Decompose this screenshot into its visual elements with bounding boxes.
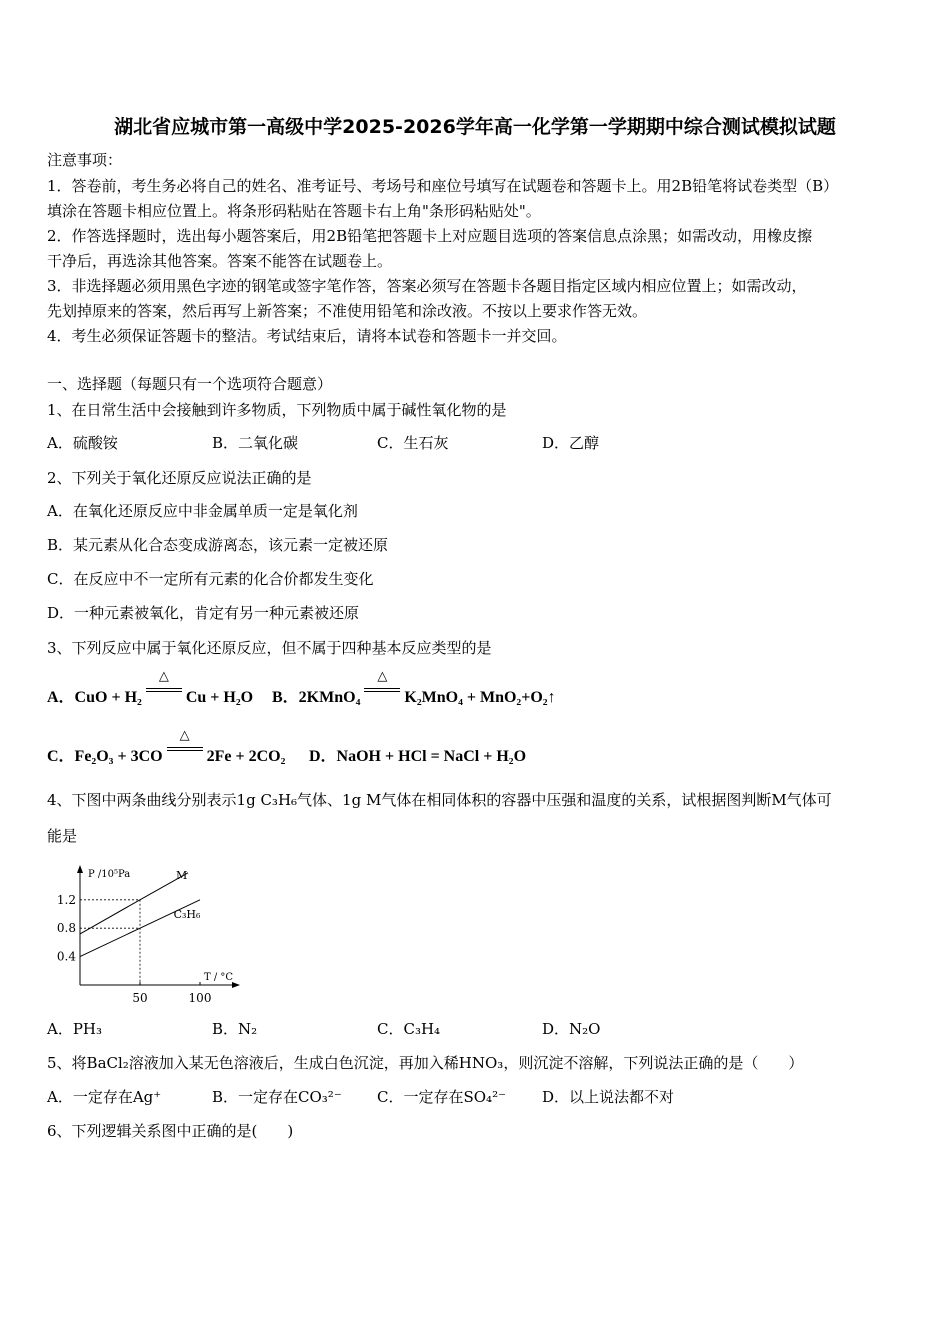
q6-stem: 6、下列逻辑关系图中正确的是( ) [47, 1122, 294, 1140]
pressure-temperature-graph [40, 855, 260, 1015]
y-axis-label: P /10⁵Pa [88, 869, 131, 880]
heat-condition [146, 668, 182, 698]
q2-option-a: A．在氧化还原反应中非金属单质一定是氧化剂 [47, 502, 358, 520]
notice-line: 1．答卷前，考生务必将自己的姓名、准考证号、考场号和座位号填写在试题卷和答题卡上。用2B铅笔将试卷类型（B） [47, 177, 839, 195]
series-label: C₃H₆ [173, 908, 201, 921]
q5-option-b: B．一定存在CO₃²⁻ [212, 1088, 342, 1106]
q2-option-b: B．某元素从化合态变成游离态，该元素一定被还原 [47, 536, 389, 554]
x-axis-label: T / °C [204, 972, 234, 983]
q4-stem-cont: 能是 [47, 827, 78, 845]
notice-line: 2．作答选择题时，选出每小题答案后，用2B铅笔把答题卡上对应题目选项的答案信息点涂黑；如需改动，用橡皮擦 [47, 227, 813, 245]
equation-right: 2Fe + 2CO₂ [206, 748, 286, 765]
q2-option-d: D．一种元素被氧化，肯定有另一种元素被还原 [47, 604, 360, 622]
y-tick-label: 0.4 [56, 949, 76, 964]
delta-symbol: △ [179, 727, 190, 742]
series-line-m [80, 873, 188, 934]
page-title: 湖北省应城市第一高级中学2025-2026学年高一化学第一学期期中综合测试模拟试题 [114, 116, 836, 138]
equation-left: C．Fe₂O₃ + 3CO [47, 748, 163, 765]
section-heading: 一、选择题（每题只有一个选项符合题意） [47, 375, 333, 393]
q5-option-a: A．一定存在Ag⁺ [47, 1088, 162, 1106]
equation-right: K₂MnO₄ + MnO₂+O₂↑ [404, 689, 556, 706]
heat-condition [167, 727, 203, 757]
delta-symbol: △ [377, 668, 388, 683]
q3-option-d: D．NaOH + HCl = NaCl + H₂O [309, 748, 527, 765]
notice-line: 4．考生必须保证答题卡的整洁。考试结束后，请将本试卷和答题卡一并交回。 [47, 327, 567, 345]
q4-stem: 4、下图中两条曲线分别表示1g C₃H₆气体、1g M气体在相同体积的容器中压强和温度的关系，试根据图判断M气体可 [47, 791, 832, 809]
y-tick-label: 1.2 [56, 892, 76, 907]
x-axis-arrow-icon [232, 982, 240, 988]
q2-option-c: C．在反应中不一定所有元素的化合价都发生变化 [47, 570, 374, 588]
q3-option-a [47, 668, 254, 707]
q4-option-b: B．N₂ [212, 1020, 258, 1038]
q5-option-c: C．一定存在SO₄²⁻ [377, 1088, 506, 1106]
q1-option-d: D．乙醇 [542, 434, 600, 452]
notice-line: 干净后，再选涂其他答案。答案不能答在试题卷上。 [47, 252, 393, 270]
y-axis-arrow-icon [77, 865, 83, 873]
q5-option-d: D．以上说法都不对 [542, 1088, 675, 1106]
notice-heading: 注意事项： [47, 151, 123, 169]
notice-line: 填涂在答题卡相应位置上。将条形码粘贴在答题卡右上角"条形码粘贴处"。 [47, 202, 541, 220]
q4-option-c: C．C₃H₄ [377, 1020, 441, 1038]
q1-stem: 1、在日常生活中会接触到许多物质，下列物质中属于碱性氧化物的是 [47, 401, 507, 419]
y-tick-label: 0.8 [56, 921, 76, 936]
q1-option-b: B．二氧化碳 [212, 434, 299, 452]
x-tick-label: 50 [132, 991, 148, 1005]
q1-option-c: C．生石灰 [377, 434, 449, 452]
q3-option-b [272, 668, 556, 707]
delta-symbol: △ [158, 668, 169, 683]
equation-left: A．CuO + H₂ [47, 689, 142, 706]
q5-stem: 5、将BaCl₂溶液加入某无色溶液后，生成白色沉淀，再加入稀HNO₃，则沉淀不溶解，下列说法正确的是（ ） [47, 1054, 804, 1072]
notice-line: 3．非选择题必须用黑色字迹的钢笔或签字笔作答，答案必须写在答题卡各题目指定区域内相应位置上；如需改动， [47, 277, 807, 295]
equation-left: B．2KMnO₄ [272, 689, 361, 706]
notice-line: 先划掉原来的答案，然后再写上新答案；不准使用铅笔和涂改液。不按以上要求作答无效。 [47, 302, 648, 320]
q3-option-c [47, 727, 286, 766]
equation-right: Cu + H₂O [185, 689, 254, 706]
heat-condition [364, 668, 400, 698]
q2-stem: 2、下列关于氧化还原反应说法正确的是 [47, 469, 312, 487]
q4-option-a: A．PH₃ [47, 1020, 103, 1038]
q1-option-a: A．硫酸铵 [47, 434, 118, 452]
q3-stem: 3、下列反应中属于氧化还原反应，但不属于四种基本反应类型的是 [47, 639, 492, 657]
x-tick-label: 100 [188, 991, 212, 1005]
series-label: M [176, 869, 188, 883]
q4-option-d: D．N₂O [542, 1020, 601, 1038]
